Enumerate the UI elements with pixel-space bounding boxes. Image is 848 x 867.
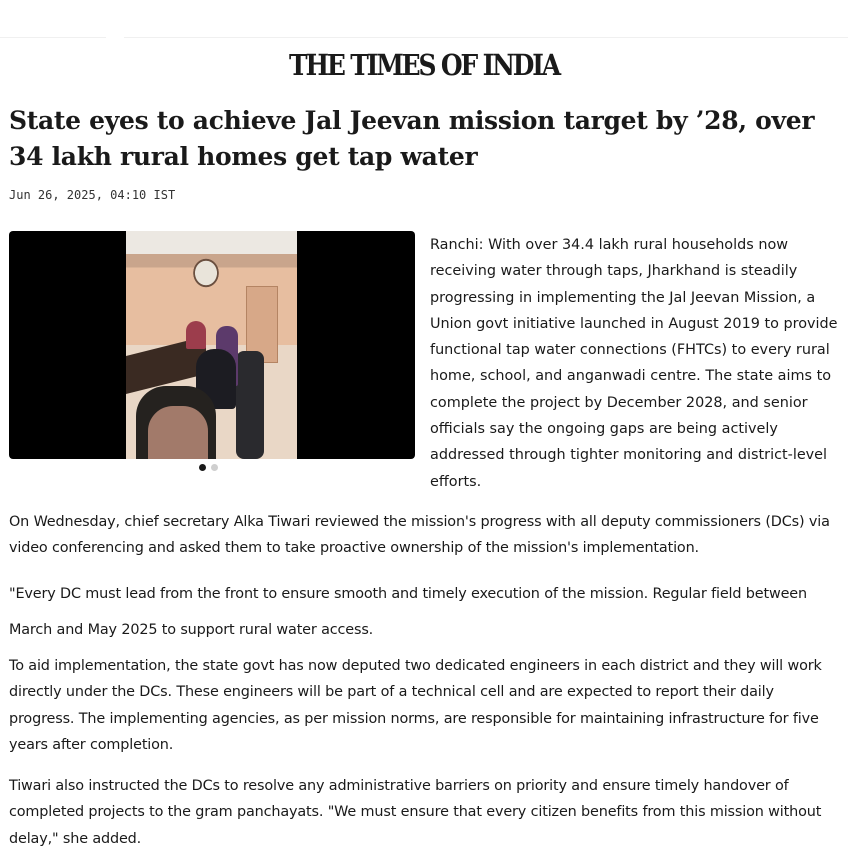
article-dateline: Jun 26, 2025, 04:10 IST <box>9 188 176 202</box>
carousel-dot-1[interactable] <box>199 464 206 471</box>
photo-person <box>186 321 206 349</box>
photo-chairs <box>236 351 264 459</box>
header-divider <box>0 37 848 38</box>
article-lead-paragraph: Ranchi: With over 34.4 lakh rural households now receiving water through taps, Jharkhand is steadily progressing in implementing the Jal Jeevan Mission, a Union govt initiative launched in August 2019 to provide functional tap water connections (FHTCs) to every rural home, school, and anganwadi centre. The state aims to complete the project by December 2028, and senior officials say the ongoing gaps are being actively addressed through tighter monitoring and district-level efforts. <box>430 237 838 490</box>
header-divider-gap <box>106 36 124 39</box>
carousel-pagination <box>199 464 218 471</box>
article-photo <box>126 231 297 459</box>
site-logo[interactable]: THE TIMES OF INDIA <box>289 48 559 82</box>
article-paragraph: "Every DC must lead from the front to ensure smooth and timely execution of the mission. Regular field between March and May 2025 to support rural water access. <box>9 586 807 638</box>
carousel-dot-2[interactable] <box>211 464 218 471</box>
photo-person-face <box>148 406 208 459</box>
article-paragraph: On Wednesday, chief secretary Alka Tiwari reviewed the mission's progress with all deputy commissioners (DCs) via video conferencing and asked them to take proactive ownership of the mission's implementation. <box>9 514 830 557</box>
image-carousel[interactable] <box>9 231 415 459</box>
article-paragraph: Tiwari also instructed the DCs to resolve any administrative barriers on priority and ensure timely handover of completed projects to the gram panchayats. "We must ensure that every citizen benefits from this mission without delay," she added. <box>9 778 822 847</box>
article-headline: State eyes to achieve Jal Jeevan mission target by ’28, over 34 lakh rural homes get tap water <box>9 106 815 171</box>
article-paragraph: To aid implementation, the state govt has now deputed two dedicated engineers in each district and they will work directly under the DCs. These engineers will be part of a technical cell and are expected to report their daily progress. The implementing agencies, as per mission norms, are responsible for maintaining infrastructure for five years after completion. <box>9 658 822 753</box>
